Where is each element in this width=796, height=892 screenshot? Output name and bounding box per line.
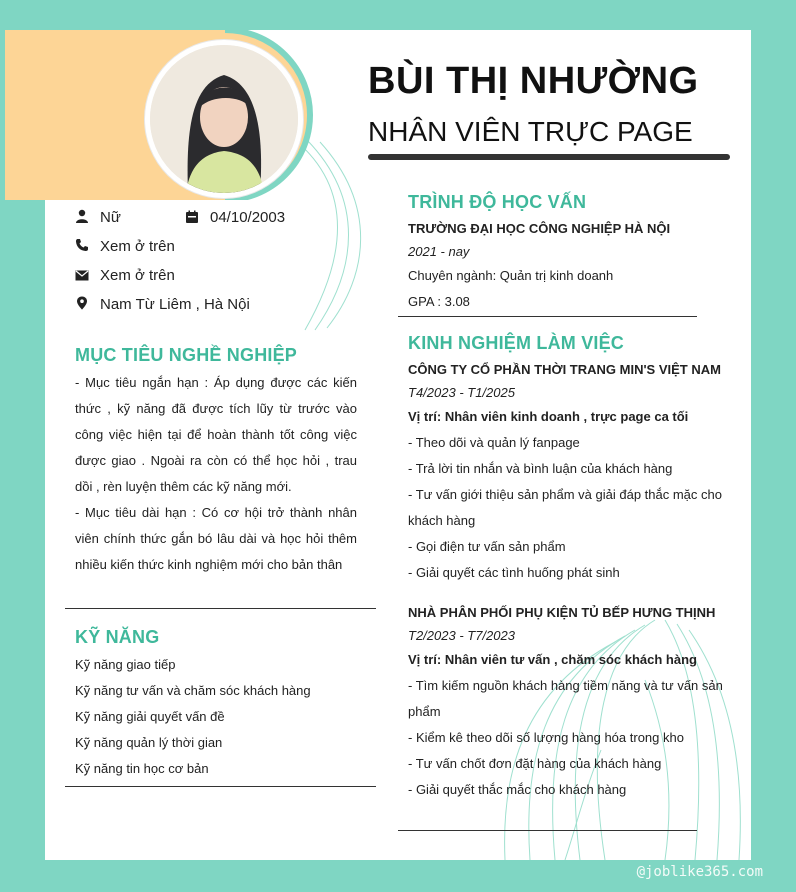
job-company: CÔNG TY CỔ PHẦN THỜI TRANG MIN'S VIỆT NAM <box>408 362 721 377</box>
phone-value: Xem ở trên <box>100 238 175 255</box>
skills-divider <box>65 786 376 787</box>
profile-photo <box>145 40 303 198</box>
job-duty: - Theo dõi và quản lý fanpage <box>408 435 580 450</box>
title-divider <box>368 154 730 160</box>
long-term-objective: - Mục tiêu dài hạn : Có cơ hội trở thành nhân viên chính thức gắn bó lâu dài và học hỏi thêm nhiều kiến thức kinh nghiệm mới cho bản thân <box>75 505 357 572</box>
job-duty: - Tìm kiếm nguồn khách hàng tiềm năng và tư vấn sản <box>408 678 723 693</box>
skill-item: Kỹ năng tin học cơ bản <box>75 761 209 776</box>
dob-value: 04/10/2003 <box>210 209 286 226</box>
experience-heading: KINH NGHIỆM LÀM VIỆC <box>408 333 625 353</box>
job-period: T2/2023 - T7/2023 <box>408 628 515 643</box>
skill-item: Kỹ năng giao tiếp <box>75 657 176 672</box>
job-duty: - Kiểm kê theo dõi số lượng hàng hóa trong kho <box>408 730 684 745</box>
school-name: TRƯỜNG ĐẠI HỌC CÔNG NGHIỆP HÀ NỘI <box>408 221 671 236</box>
person-icon <box>75 209 89 223</box>
job-position: Vị trí: Nhân viên kinh doanh , trực page ca tối <box>408 409 689 424</box>
education-heading: TRÌNH ĐỘ HỌC VẤN <box>408 192 587 212</box>
objective-heading: MỤC TIÊU NGHỀ NGHIỆP <box>75 345 298 365</box>
candidate-name: BÙI THỊ NHƯỜNG <box>368 60 699 102</box>
job-duty: - Giải quyết thắc mắc cho khách hàng <box>408 782 627 797</box>
calendar-icon <box>185 210 199 224</box>
objective-divider <box>65 608 376 609</box>
skill-item: Kỹ năng giải quyết vấn đề <box>75 709 225 724</box>
email-icon <box>75 268 89 282</box>
address-value: Nam Từ Liêm , Hà Nội <box>100 296 250 313</box>
skill-item: Kỹ năng tư vấn và chăm sóc khách hàng <box>75 683 311 698</box>
job-duty: - Tư vấn chốt đơn đặt hàng của khách hàng <box>408 756 662 771</box>
job-duty: - Tư vấn giới thiệu sản phẩm và giải đáp thắc mặc cho <box>408 487 722 502</box>
skills-heading: KỸ NĂNG <box>75 627 160 647</box>
job-period: T4/2023 - T1/2025 <box>408 385 515 400</box>
job-duty: - Giải quyết các tình huống phát sinh <box>408 565 620 580</box>
education-divider <box>398 316 697 317</box>
job-duty: phẩm <box>408 704 441 719</box>
job-duty: khách hàng <box>408 513 476 528</box>
education-period: 2021 - nay <box>408 244 470 259</box>
job-duty: - Trả lời tin nhắn và bình luận của khách hàng <box>408 461 673 476</box>
skill-item: Kỹ năng quản lý thời gian <box>75 735 223 750</box>
short-term-objective: - Mục tiêu ngắn hạn : Áp dụng được các kiến thức , kỹ năng đã được tích lũy từ trước vào công việc hiện tại để hoàn thành tốt công việc được giao . Ngoài ra còn có thể học hỏi , trau dồi , rèn luyện thêm các kỹ năng mới. <box>75 375 357 494</box>
phone-icon <box>75 238 89 252</box>
job-company: NHÀ PHÂN PHỐI PHỤ KIỆN TỦ BẾP HƯNG THỊNH <box>408 605 716 620</box>
education-major: Chuyên ngành: Quản trị kinh doanh <box>408 268 614 283</box>
experience-divider <box>398 830 697 831</box>
email-value: Xem ở trên <box>100 267 175 284</box>
gender-value: Nữ <box>100 209 121 226</box>
watermark: @joblike365.com <box>636 864 763 880</box>
job-duty: - Gọi điện tư vấn sản phẩm <box>408 539 566 554</box>
location-pin-icon <box>75 296 89 310</box>
job-title: NHÂN VIÊN TRỰC PAGE <box>368 116 693 147</box>
education-gpa: GPA : 3.08 <box>408 294 470 309</box>
job-position: Vị trí: Nhân viên tư vấn , chăm sóc khách hàng <box>408 652 697 667</box>
